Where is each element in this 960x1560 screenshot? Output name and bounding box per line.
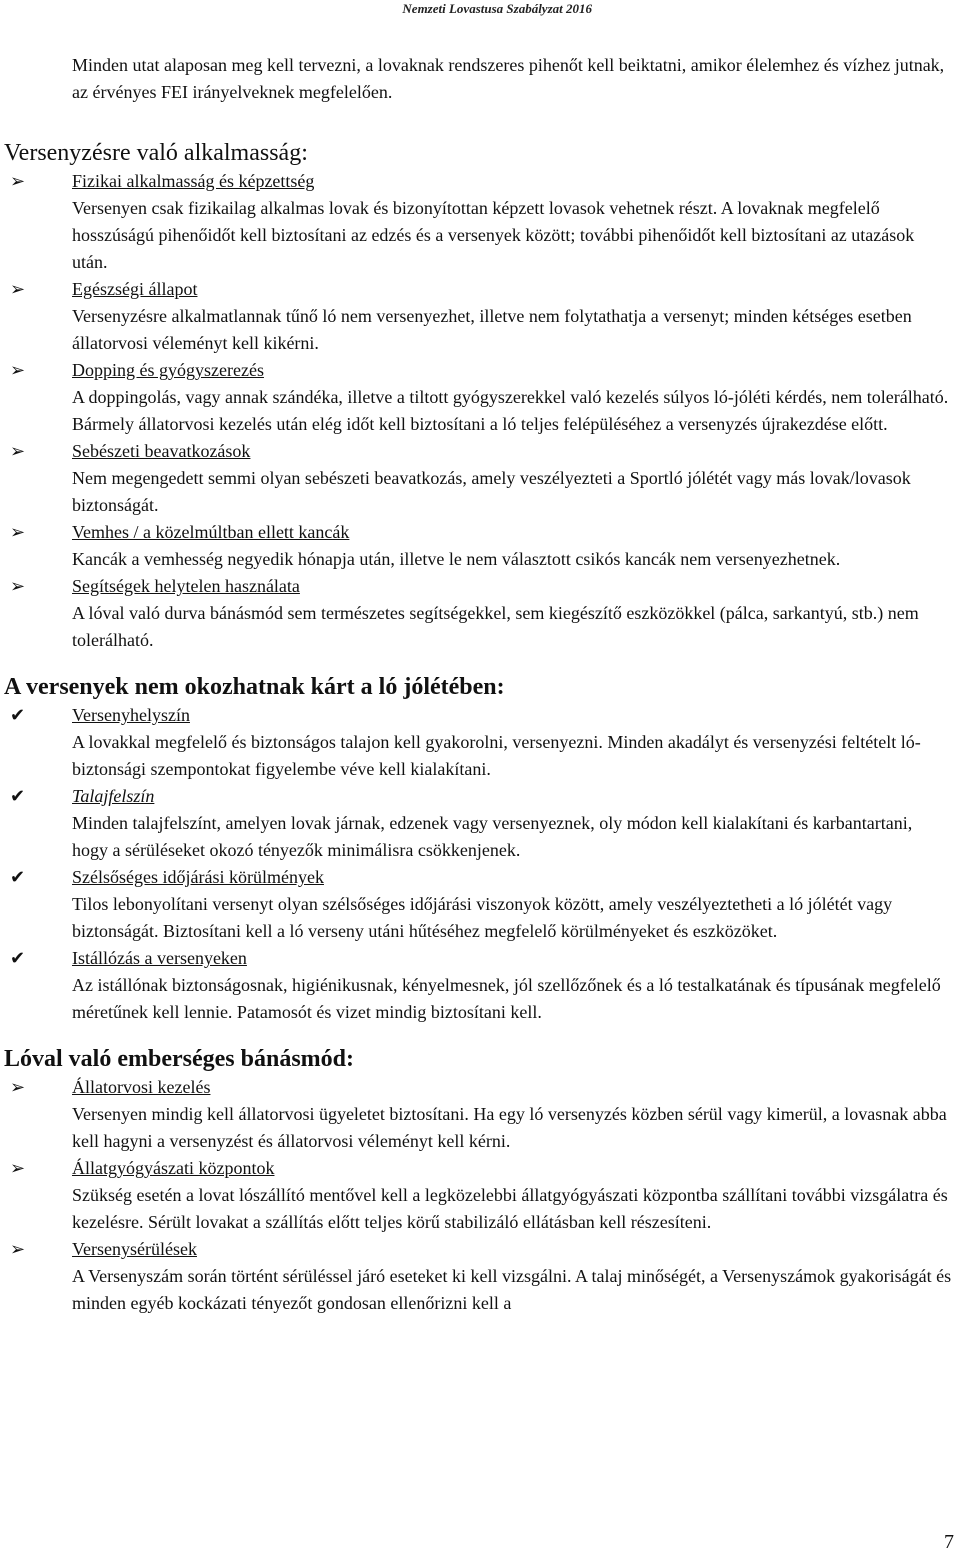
item-title: Vemhes / a közelmúltban ellett kancák (72, 522, 350, 542)
item-body: Minden talajfelszínt, amelyen lovak járnak, edzenek vagy versenyeznek, oly módon kell kialakítani és karbantartani, hogy a sérüléseket okozó tényezők minimálisra csökkenjenek. (72, 813, 913, 860)
arrow-bullet-icon: ➢ (10, 360, 26, 381)
arrow-bullet-icon: ➢ (10, 1077, 26, 1098)
arrow-bullet-icon: ➢ (10, 1239, 26, 1260)
item-body: A lóval való durva bánásmód sem természetes segítségekkel, sem kiegészítő eszközökkel (pálca, sarkantyú, stb.) nem tolerálható. (72, 603, 919, 650)
item-title: Fizikai alkalmasság és képzettség (72, 171, 315, 191)
item-title: Szélsőséges időjárási körülmények (72, 867, 324, 887)
item-body: Kancák a vemhesség negyedik hónapja után, illetve le nem választott csikós kancák nem versenyezhetnek. (72, 549, 841, 569)
check-bullet-icon: ✔ (10, 948, 26, 969)
list-item (0, 519, 960, 573)
item-body: Az istállónak biztonságosnak, higiénikusnak, kényelmesnek, jól szellőzőnek és a ló testalkatának és típusának megfelelő méretűnek kell lennie. Patamosót és vizet mindig biztosítani kell. (72, 975, 941, 1022)
running-header: Nemzeti Lovastusa Szabályzat 2016 (402, 1, 592, 16)
list-item (0, 702, 960, 783)
page-number: 7 (944, 1531, 954, 1553)
item-title: Állatorvosi kezelés (72, 1077, 211, 1097)
list-item (0, 1236, 960, 1317)
item-title: Segítségek helytelen használata (72, 576, 300, 596)
arrow-bullet-icon: ➢ (10, 576, 26, 597)
item-title: Állatgyógyászati központok (72, 1158, 275, 1178)
item-title: Versenyhelyszín (72, 705, 190, 725)
list-item (0, 573, 960, 654)
check-bullet-icon: ✔ (10, 786, 26, 807)
item-title: Egészségi állapot (72, 279, 198, 299)
intro-paragraph: Minden utat alaposan meg kell tervezni, a lovaknak rendszeres pihenőt kell beiktatni, amikor élelemhez és vízhez jutnak, az érvényes FEI irányelveknek megfelelően. (72, 55, 945, 102)
item-body: Tilos lebonyolítani versenyt olyan szélsőséges időjárási viszonyok között, amely veszélyeztetheti a ló jólétét vagy biztonságát. Biztosítani kell a ló verseny utáni hűtéséhez megfelelő körülményeket és eszközöket. (72, 894, 893, 941)
item-body: Nem megengedett semmi olyan sebészeti beavatkozás, amely veszélyezteti a Sportló jólétét vagy más lovak/lovasok biztonságát. (72, 468, 911, 515)
section-heading-competitions: A versenyek nem okozhatnak kárt a ló jólétében: (4, 674, 505, 700)
list-item (0, 168, 960, 276)
arrow-bullet-icon: ➢ (10, 171, 26, 192)
list-item (0, 276, 960, 357)
item-title: Sebészeti beavatkozások (72, 441, 251, 461)
section-humane-treatment (0, 1044, 960, 1317)
list-item (0, 357, 960, 438)
arrow-bullet-icon: ➢ (10, 522, 26, 543)
item-body: Versenyzésre alkalmatlannak tűnő ló nem versenyezhet, illetve nem folytathatja a versenyt; minden kétséges esetben állatorvosi véleményt kell kikérni. (72, 306, 912, 353)
item-body: A lovakkal megfelelő és biztonságos talajon kell gyakorolni, versenyezni. Minden akadályt és versenyzési feltételt ló-biztonsági szempontokat figyelembe véve kell kialakítani. (72, 732, 921, 779)
item-title: Dopping és gyógyszerezés (72, 360, 264, 380)
section-competitions (0, 672, 960, 1026)
item-body: Szükség esetén a lovat lószállító mentővel kell a legközelebbi állatgyógyászati központba szállítani további vizsgálatra és kezelésre. Sérült lovakat a szállítás előtt teljes körű stabilizáló ellátásban kell részesíteni. (72, 1185, 948, 1232)
item-body: A doppingolás, vagy annak szándéka, illetve a tiltott gyógyszerekkel való kezelés súlyos ló-jóléti kérdés, nem tolerálható. Bármely állatorvosi kezelés után elég időt kell biztosítani a ló teljes felépüléséhez a versenyzés újrakezdése előtt. (72, 387, 949, 434)
list-item (0, 438, 960, 519)
item-body: A Versenyszám során történt sérüléssel járó eseteket ki kell vizsgálni. A talaj minőségét, a Versenyszámok gyakoriságát és minden egyéb kockázati tényezőt gondosan ellenőrizni kell a (72, 1266, 952, 1313)
list-item (0, 1155, 960, 1236)
check-bullet-icon: ✔ (10, 867, 26, 888)
arrow-bullet-icon: ➢ (10, 279, 26, 300)
list-item (0, 1074, 960, 1155)
item-title: Versenysérülések (72, 1239, 197, 1259)
check-bullet-icon: ✔ (10, 705, 26, 726)
section-fitness (0, 138, 960, 654)
list-item (0, 864, 960, 945)
arrow-bullet-icon: ➢ (10, 441, 26, 462)
section-heading-humane-treatment: Lóval való emberséges bánásmód: (4, 1046, 354, 1072)
item-body: Versenyen csak fizikailag alkalmas lovak és bizonyítottan képzett lovasok vehetnek részt. A lovaknak megfelelő hosszúságú pihenőidőt kell biztosítani az edzés és a versenyek között; további pihenőidőt kell biztosítani az utazások után. (72, 198, 915, 272)
item-title: Talajfelszín (72, 786, 155, 806)
item-body: Versenyen mindig kell állatorvosi ügyeletet biztosítani. Ha egy ló versenyzés közben sérül vagy kimerül, a lovasnak abba kell hagyni a versenyzést és állatorvosi véleményt kell kérni. (72, 1104, 947, 1151)
arrow-bullet-icon: ➢ (10, 1158, 26, 1179)
item-title: Istállózás a versenyeken (72, 948, 247, 968)
list-item (0, 945, 960, 1026)
list-item (0, 783, 960, 864)
section-heading-fitness: Versenyzésre való alkalmasság: (4, 140, 308, 166)
document-body (0, 52, 960, 1335)
